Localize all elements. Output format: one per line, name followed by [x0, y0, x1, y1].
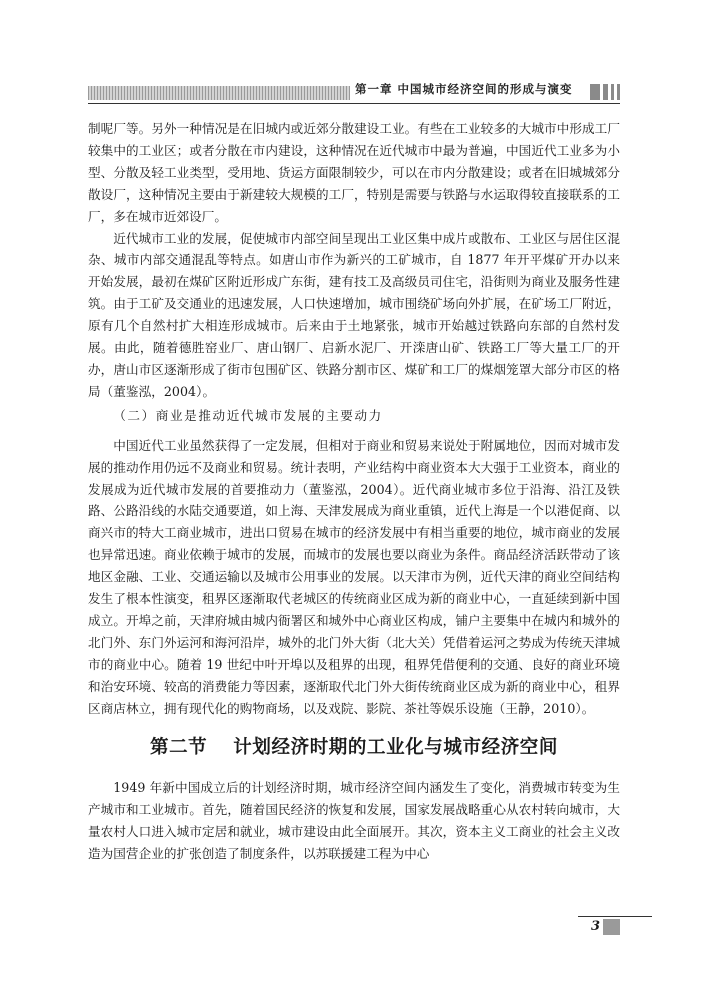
body-paragraph-1: 制呢厂等。另外一种情况是在旧城内或近郊分散建设工业。有些在工业较多的大城市中形成工厂较集中的工业区；或者分散在市内建设，这种情况在近代城市中最为普遍，中国近代工业多为小型、分散及轻工业类型，受用地、货运方面限制较少，可以在市内分散建设；或者在旧城城郊分散设厂，这种情况主要由于新建较大规模的工厂，特别是需要与铁路与水运取得较直接联系的工厂，多在城市近郊设厂。 — [88, 121, 620, 224]
header-block — [603, 84, 608, 100]
section-heading — [88, 728, 620, 768]
body-paragraph-3: 中国近代工业虽然获得了一定发展，但相对于商业和贸易来说处于附属地位，因而对城市发展的推动作用仍远不及商业和贸易。统计表明，产业结构中商业资本大大强于工业资本，商业的发展成为近代城市发展的首要推动力（董鉴泓，2004）。近代商业城市多位于沿海、沿江及铁路、公路沿线的水陆交通要道，如上海、天津发展成为商业重镇，近代上海是一个以港促商、以商兴市的特大工商业城市，进出口贸易在城市的经济发展中有相当重要的地位，城市商业的发展也异常迅速。商业依赖于城市的发展，而城市的发展也要以商业为条件。商品经济活跃带动了该地区金融、工业、交通运输以及城市公用事业的发展。以天津市为例，近代天津的商业空间结构发生了根本性演变，租界区逐渐取代老城区的传统商业区成为新的商业中心，一直延续到新中国成立。开埠之前，天津府城由城内衙署区和城外中心商业区构成，铺户主要集中在城内和城外的北门外、东门外运河和海河沿岸，城外的北门外大街（北大关）凭借着运河之势成为传统天津城市的商业中心。随着 19 世纪中叶开埠以及租界的出现，租界凭借便利的交通、良好的商业环境和治安环境、较高的消费能力等因素，逐渐取代北门外大街传统商业区成为新的商业中心，租界区商店林立，拥有现代化的购物商场，以及戏院、影院、茶社等娱乐设施（王静，2010）。 — [88, 437, 620, 716]
footer-decorative-block — [603, 919, 620, 935]
header-rule — [88, 103, 620, 104]
section-number: 第二节 — [149, 737, 208, 759]
section-title-text: 计划经济时期的工业化与城市经济空间 — [233, 737, 558, 759]
header-block — [611, 84, 614, 100]
header-decorative-bar — [88, 86, 350, 100]
header-block — [617, 84, 620, 100]
page-number: 3 — [590, 919, 600, 934]
running-header-title: 第一章 中国城市经济空间的形成与演变 — [355, 82, 573, 96]
header-decorative-blocks — [590, 84, 620, 100]
page-body — [88, 118, 620, 865]
body-paragraph-4: 1949 年新中国成立后的计划经济时期，城市经济空间内涵发生了变化，消费城市转变为生产城市和工业城市。首先，随着国民经济的恢复和发展，国家发展战略重心从农村转向城市，大量农村人口进入城市定居和就业，城市建设由此全面展开。其次，资本主义工商业的社会主义改造为国营企业的扩张创造了制度条件，以苏联援建工程为中心 — [88, 780, 620, 862]
body-paragraph-2: 近代城市工业的发展，促使城市内部空间呈现出工业区集中成片或散布、工业区与居住区混杂、城市内部交通混乱等特点。如唐山市作为新兴的工矿城市，自 1877 年开平煤矿开办以来开始发展，最初在煤矿区附近形成广东街，建有技工及高级员司住宅，沿街则为商业及服务性建筑。由于工矿及交通业的迅速发展，人口快速增加，城市围绕矿场向外扩展，在矿场工厂附近，原有几个自然村扩大相连形成城市。后来由于土地紧张，城市开始越过铁路向东部的自然村发展。由此，随着德胜窑业厂、唐山钢厂、启新水泥厂、开滦唐山矿、铁路工厂等大量工厂的开办，唐山市区逐渐形成了街市包围矿区、铁路分割市区、煤矿和工厂的煤烟笼罩大部分市区的格局（董鉴泓，2004）。 — [88, 230, 620, 399]
header-block — [590, 84, 600, 100]
subheading: （二）商业是推动近代城市发展的主要动力 — [113, 407, 383, 423]
